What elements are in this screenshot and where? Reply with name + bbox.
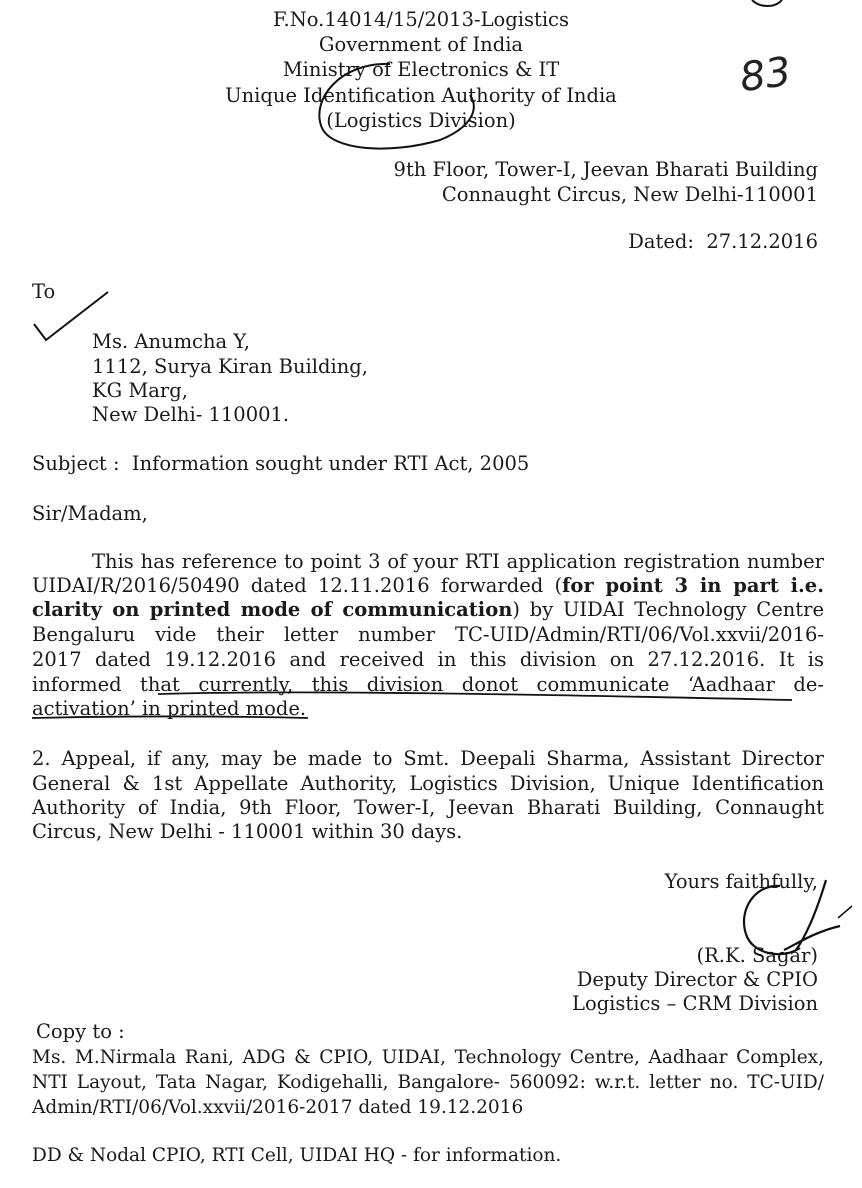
subject-label: Subject : (32, 452, 120, 475)
para2-line-1: 2. Appeal, if any, may be made to Smt. Deepali Sharma, Assistant Director (32, 747, 824, 770)
recipient-name: Ms. Anumcha Y, (92, 330, 250, 353)
recipient-address-1: 1112, Surya Kiran Building, (92, 355, 368, 378)
signatory-division: Logistics – CRM Division (572, 992, 818, 1015)
signature-tail (838, 906, 852, 918)
para1-line-1: This has reference to point 3 of your RTI application registration number (92, 550, 824, 573)
authority-line: Unique Identification Authority of India (225, 84, 617, 107)
para1-line-2-bold: for point 3 in part i.e. (562, 574, 824, 597)
para1-line-3 (32, 598, 824, 622)
date-value: 27.12.2016 (706, 230, 818, 253)
signatory-designation: Deputy Director & CPIO (576, 968, 818, 991)
para1-line-2 (32, 574, 824, 598)
date-line (628, 230, 818, 254)
date-label: Dated: (628, 230, 694, 253)
file-number: F.No.14014/15/2013-Logistics (273, 8, 569, 31)
address-line-2: Connaught Circus, New Delhi-110001 (441, 183, 818, 206)
para1-line-7: activation’ in printed mode. (32, 697, 307, 720)
address-line-1: 9th Floor, Tower-I, Jeevan Bharati Building (393, 158, 818, 181)
handwritten-page-number: 83 (737, 48, 794, 102)
to-label: To (32, 280, 56, 303)
copy-line-2: NTI Layout, Tata Nagar, Kodigehalli, Bangalore- 560092: w.r.t. letter no. TC-UID/ (32, 1072, 824, 1093)
copy-line-3: Admin/RTI/06/Vol.xxvii/2016-2017 dated 19.12.2016 (32, 1097, 524, 1118)
salutation: Sir/Madam, (32, 502, 148, 525)
ink-corner-mark (752, 0, 782, 6)
para1-line-3-text: ) by UIDAI Technology Centre (512, 598, 824, 621)
recipient-address-3: New Delhi- 110001. (92, 403, 290, 426)
para1-line-4: Bengaluru vide their letter number TC-UID/Admin/RTI/06/Vol.xxvii/2016- (32, 623, 824, 646)
copy-to-label: Copy to : (36, 1020, 125, 1043)
para1-line-2-text: UIDAI/R/2016/50490 dated 12.11.2016 forwarded ( (32, 574, 563, 597)
subject-line (32, 452, 529, 476)
copy-line-4: DD & Nodal CPIO, RTI Cell, UIDAI HQ - for information. (32, 1145, 562, 1166)
division-line: (Logistics Division) (326, 109, 516, 132)
para2-line-4: Circus, New Delhi - 110001 within 30 days. (32, 820, 463, 843)
yours-faithfully: Yours faithfully, (664, 870, 818, 893)
subject-text: Information sought under RTI Act, 2005 (131, 452, 530, 475)
signatory-name: (R.K. Sagar) (696, 944, 818, 967)
para1-line-3-bold: clarity on printed mode of communication (32, 598, 513, 621)
government-line: Government of India (318, 33, 524, 56)
para2-line-2: General & 1st Appellate Authority, Logistics Division, Unique Identification (32, 772, 824, 795)
para2-line-3: Authority of India, 9th Floor, Tower-I, Jeevan Bharati Building, Connaught (32, 796, 824, 819)
recipient-address-2: KG Marg, (92, 379, 188, 402)
copy-line-1: Ms. M.Nirmala Rani, ADG & CPIO, UIDAI, Technology Centre, Aadhaar Complex, (32, 1047, 824, 1068)
ministry-line: Ministry of Electronics & IT (282, 58, 560, 81)
para1-line-5: 2017 dated 19.12.2016 and received in this division on 27.12.2016. It is (32, 648, 824, 671)
para1-line-6: informed that currently, this division donot communicate ‘Aadhaar de- (32, 673, 824, 696)
